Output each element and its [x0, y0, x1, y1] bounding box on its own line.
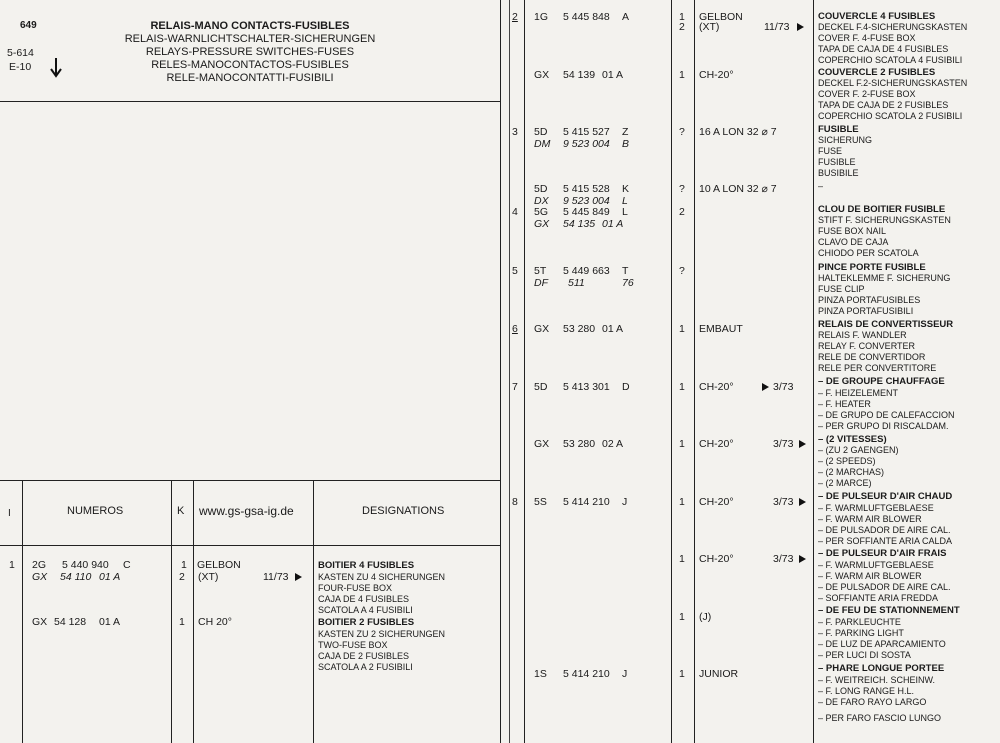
part-prefix: 5D — [534, 126, 548, 138]
part-prefix: GX — [534, 323, 550, 335]
part-number: 54 110 — [60, 571, 92, 583]
desc-line: KASTEN ZU 2 SICHERUNGEN — [318, 629, 446, 639]
desc-line: BOITIER 4 FUSIBLES — [318, 560, 415, 571]
part-suffix: B — [622, 138, 630, 150]
row-index: 3 — [512, 126, 518, 138]
desc-line: SCATOLA A 4 FUSIBILI — [318, 605, 413, 615]
part-suffix: C — [123, 559, 131, 571]
col-header-numeros: NUMEROS — [67, 505, 124, 517]
designation-line: – DE PULSEUR D'AIR CHAUD — [818, 491, 953, 502]
row-qty: 2 — [679, 21, 685, 33]
part-number: 511 — [568, 277, 585, 289]
col-i-border — [22, 480, 23, 743]
desc-line: BOITIER 2 FUSIBLES — [318, 617, 415, 628]
row-index: 2 — [512, 11, 518, 23]
row-qty: 1 — [679, 69, 685, 81]
part-prefix: GX — [534, 218, 550, 230]
part-number: 5 445 848 — [563, 11, 610, 23]
col-k-border — [193, 480, 194, 743]
page-number: 649 — [20, 20, 37, 31]
row-model: (XT) — [198, 571, 219, 583]
row-model: (XT) — [699, 21, 720, 33]
triangle-right-icon — [799, 498, 806, 506]
row-model: CH-20° — [699, 69, 734, 81]
row-qty: 1 — [679, 381, 685, 393]
desc-line: FOUR-FUSE BOX — [318, 583, 393, 593]
designation-line: STIFT F. SICHERUNGSKASTEN — [818, 215, 951, 225]
designation-line: – PER GRUPO DI RISCALDAM. — [818, 421, 949, 431]
row-qty: 1 — [679, 553, 685, 565]
row-date: 3/73 — [773, 553, 794, 565]
part-suffix: 01 A — [99, 571, 121, 583]
part-prefix: GX — [32, 571, 48, 583]
designation-line: – DE FARO RAYO LARGO — [818, 697, 927, 707]
center-gutter-line — [509, 0, 510, 743]
row-index: 1 — [9, 559, 15, 571]
row-qty: 2 — [179, 571, 185, 583]
part-prefix: DX — [534, 195, 549, 207]
r-col-model-border — [813, 0, 814, 743]
triangle-right-icon — [295, 573, 302, 581]
part-suffix: T — [622, 265, 629, 277]
col-header-k: K — [177, 505, 185, 517]
designation-line: – PER FARO FASCIO LUNGO — [818, 713, 942, 723]
part-suffix: 01 A — [602, 323, 624, 335]
part-suffix: 01 A — [99, 616, 121, 628]
designation-line: TAPA DE CAJA DE 4 FUSIBLES — [818, 44, 949, 54]
designation-line: FUSE BOX NAIL — [818, 226, 887, 236]
part-prefix: DF — [534, 277, 548, 289]
triangle-right-icon — [797, 23, 804, 31]
part-number: 5 440 940 — [62, 559, 109, 571]
part-suffix: 76 — [622, 277, 634, 289]
designation-line: FUSE — [818, 146, 843, 156]
row-model: GELBON — [197, 559, 241, 571]
designation-line: – (2 MARCE) — [818, 478, 872, 488]
part-prefix: 2G — [32, 559, 47, 571]
designation-line: – (ZU 2 GAENGEN) — [818, 445, 899, 455]
part-suffix: 02 A — [602, 438, 624, 450]
triangle-right-icon — [762, 383, 769, 391]
part-prefix: 1G — [534, 11, 549, 23]
row-index: 4 — [512, 206, 518, 218]
part-prefix: 5S — [534, 496, 547, 508]
triangle-right-icon — [799, 440, 806, 448]
row-qty: ? — [679, 265, 685, 277]
designation-line: – (2 MARCHAS) — [818, 467, 885, 477]
designation-line: CHIODO PER SCATOLA — [818, 248, 919, 258]
designation-line: – F. WEITREICH. SCHEINW. — [818, 675, 936, 685]
part-suffix: 01 A — [602, 218, 624, 230]
desc-line: KASTEN ZU 4 SICHERUNGEN — [318, 572, 446, 582]
part-suffix: K — [622, 183, 630, 195]
designation-line: – F. WARM AIR BLOWER — [818, 571, 922, 581]
col-header-i: I — [8, 508, 11, 519]
designation-line: PINZA PORTAFUSIBILI — [818, 306, 914, 316]
row-date: 11/73 — [764, 21, 790, 33]
part-suffix: J — [622, 496, 628, 508]
part-suffix: Z — [622, 126, 629, 138]
designation-line: – DE GROUPE CHAUFFAGE — [818, 376, 945, 387]
designation-line: – PER LUCI DI SOSTA — [818, 650, 911, 660]
part-number: 53 280 — [563, 438, 596, 450]
part-number: 5 414 210 — [563, 668, 610, 680]
designation-line: – DE FEU DE STATIONNEMENT — [818, 605, 960, 616]
part-prefix: GX — [534, 438, 550, 450]
row-model: CH-20° — [699, 438, 734, 450]
col-model-border — [313, 480, 314, 743]
designation-line: – DE PULSEUR D'AIR FRAIS — [818, 548, 947, 559]
row-model: CH-20° — [699, 496, 734, 508]
designation-line: – DE PULSADOR DE AIRE CAL. — [818, 525, 951, 535]
title-de: RELAIS-WARNLICHTSCHALTER-SICHERUNGEN — [124, 33, 376, 45]
row-date: 11/73 — [263, 571, 289, 583]
r-col-k-border — [694, 0, 695, 743]
designation-line: – F. LONG RANGE H.L. — [818, 686, 915, 696]
designation-line: COVER F. 4-FUSE BOX — [818, 33, 916, 43]
table-header-top — [0, 480, 500, 481]
row-qty: 1 — [679, 323, 685, 335]
designation-line: TAPA DE CAJA DE 2 FUSIBLES — [818, 100, 949, 110]
designation-line: COPERCHIO SCATOLA 2 FUSIBILI — [818, 111, 963, 121]
part-number: 5 413 301 — [563, 381, 610, 393]
row-qty: 1 — [679, 611, 685, 623]
left-panel-border — [500, 0, 501, 743]
row-model: CH-20° — [699, 381, 734, 393]
designation-line: DECKEL F.2-SICHERUNGSKASTEN — [818, 78, 968, 88]
designation-line: COVER F. 2-FUSE BOX — [818, 89, 916, 99]
ref-code-1: 5-614 — [7, 47, 34, 59]
part-prefix: 5G — [534, 206, 549, 218]
desc-line: CAJA DE 4 FUSIBLES — [318, 594, 410, 604]
designation-line: – SOFFIANTE ARIA FREDDA — [818, 593, 939, 603]
row-qty: 1 — [679, 438, 685, 450]
row-date: 3/73 — [773, 438, 794, 450]
row-index: 6 — [512, 323, 518, 335]
desc-line: CAJA DE 2 FUSIBLES — [318, 651, 410, 661]
part-suffix: J — [622, 668, 628, 680]
designation-line: – DE GRUPO DE CALEFACCION — [818, 410, 955, 420]
part-number: 5 415 527 — [563, 126, 610, 138]
part-number: 54 139 — [563, 69, 596, 81]
part-suffix: L — [622, 206, 628, 218]
designation-line: COUVERCLE 2 FUSIBLES — [818, 67, 936, 78]
website-label: www.gs-gsa-ig.de — [199, 504, 294, 518]
designation-line: – (2 SPEEDS) — [818, 456, 876, 466]
designation-line: – F. PARKING LIGHT — [818, 628, 904, 638]
row-model: EMBAUT — [699, 323, 743, 335]
title-es: RELES-MANOCONTACTOS-FUSIBLES — [151, 59, 349, 71]
row-model: JUNIOR — [699, 668, 739, 680]
designation-line: HALTEKLEMME F. SICHERUNG — [818, 273, 951, 283]
part-number: 5 449 663 — [563, 265, 610, 277]
designation-line: – F. WARMLUFTGEBLAESE — [818, 503, 934, 513]
row-qty: 2 — [679, 206, 685, 218]
ref-code-2: E-10 — [9, 61, 32, 73]
row-qty: 1 — [679, 11, 685, 23]
row-qty: 1 — [181, 559, 187, 571]
designation-line: – F. WARM AIR BLOWER — [818, 514, 922, 524]
title-fr: RELAIS-MANO CONTACTS-FUSIBLES — [150, 20, 350, 32]
designation-line: BUSIBILE — [818, 168, 859, 178]
designation-line: FUSIBLE — [818, 157, 856, 167]
designation-line: – (2 VITESSES) — [818, 434, 887, 445]
designation-line: – DE LUZ DE APARCAMIENTO — [818, 639, 946, 649]
part-suffix: 01 A — [602, 69, 624, 81]
designation-line: – F. WARMLUFTGEBLAESE — [818, 560, 934, 570]
part-suffix: A — [622, 11, 630, 23]
designation-line: RELAY F. CONVERTER — [818, 341, 916, 351]
row-qty: 1 — [679, 668, 685, 680]
designation-line: RELE DE CONVERTIDOR — [818, 352, 926, 362]
row-model: GELBON — [699, 11, 743, 23]
designation-line: COPERCHIO SCATOLA 4 FUSIBILI — [818, 55, 963, 65]
page-title-block — [60, 20, 440, 85]
col-numeros-border — [171, 480, 172, 743]
part-prefix: 1S — [534, 668, 547, 680]
title-en: RELAYS-PRESSURE SWITCHES-FUSES — [145, 46, 355, 58]
col-header-designations: DESIGNATIONS — [362, 505, 445, 517]
part-prefix: 5D — [534, 381, 548, 393]
part-number: 5 445 849 — [563, 206, 610, 218]
designation-line: FUSIBLE — [818, 124, 859, 135]
r-col-numeros-border — [671, 0, 672, 743]
row-model: 16 A LON 32 ⌀ 7 — [699, 126, 777, 138]
part-prefix: GX — [534, 69, 550, 81]
designation-line: RELE PER CONVERTITORE — [818, 363, 937, 373]
row-date: 3/73 — [773, 381, 794, 393]
designation-line: RELAIS F. WANDLER — [818, 330, 907, 340]
part-number: 53 280 — [563, 323, 596, 335]
row-qty: 1 — [179, 616, 185, 628]
part-number: 5 415 528 — [563, 183, 610, 195]
part-suffix: L — [622, 195, 628, 207]
part-prefix: 5D — [534, 183, 548, 195]
part-prefix: 5T — [534, 265, 547, 277]
designation-line: COUVERCLE 4 FUSIBLES — [818, 11, 936, 22]
row-qty: ? — [679, 126, 685, 138]
title-it: RELE-MANOCONTATTI-FUSIBILI — [166, 72, 334, 84]
part-number: 54 135 — [563, 218, 596, 230]
part-number: 54 128 — [54, 616, 87, 628]
header-divider — [0, 101, 500, 102]
row-qty: ? — [679, 183, 685, 195]
designation-line: – PER SOFFIANTE ARIA CALDA — [818, 536, 953, 546]
designation-line: RELAIS DE CONVERTISSEUR — [818, 319, 954, 330]
part-number: 9 523 004 — [563, 195, 610, 207]
row-model: CH-20° — [699, 553, 734, 565]
triangle-right-icon — [799, 555, 806, 563]
part-prefix: DM — [534, 138, 551, 150]
designation-line: CLAVO DE CAJA — [818, 237, 889, 247]
designation-line: – F. HEIZELEMENT — [818, 388, 899, 398]
designation-line: CLOU DE BOITIER FUSIBLE — [818, 204, 946, 215]
part-suffix: D — [622, 381, 630, 393]
designation-line: FUSE CLIP — [818, 284, 865, 294]
desc-line: TWO-FUSE BOX — [318, 640, 388, 650]
designation-line: – F. HEATER — [818, 399, 871, 409]
row-model: (J) — [699, 611, 712, 623]
designation-line: PINZA PORTAFUSIBLES — [818, 295, 921, 305]
row-index: 7 — [512, 381, 518, 393]
row-model: CH 20° — [198, 616, 232, 628]
designation-line: – PHARE LONGUE PORTEE — [818, 663, 945, 674]
row-qty: 1 — [679, 496, 685, 508]
row-index: 5 — [512, 265, 518, 277]
designation-line: – F. PARKLEUCHTE — [818, 617, 901, 627]
part-number: 9 523 004 — [563, 138, 610, 150]
desc-line: SCATOLA A 2 FUSIBILI — [318, 662, 413, 672]
row-model: 10 A LON 32 ⌀ 7 — [699, 183, 777, 195]
designation-line: DECKEL F.4-SICHERUNGSKASTEN — [818, 22, 968, 32]
part-number: 5 414 210 — [563, 496, 610, 508]
row-date: 3/73 — [773, 496, 794, 508]
designation-line: – DE PULSADOR DE AIRE CAL. — [818, 582, 951, 592]
table-header-bottom — [0, 545, 500, 546]
r-col-i-border — [524, 0, 525, 743]
part-prefix: GX — [32, 616, 48, 628]
designation-line: – — [818, 181, 824, 191]
designation-line: PINCE PORTE FUSIBLE — [818, 262, 926, 273]
row-index: 8 — [512, 496, 518, 508]
designation-line: SICHERUNG — [818, 135, 873, 145]
